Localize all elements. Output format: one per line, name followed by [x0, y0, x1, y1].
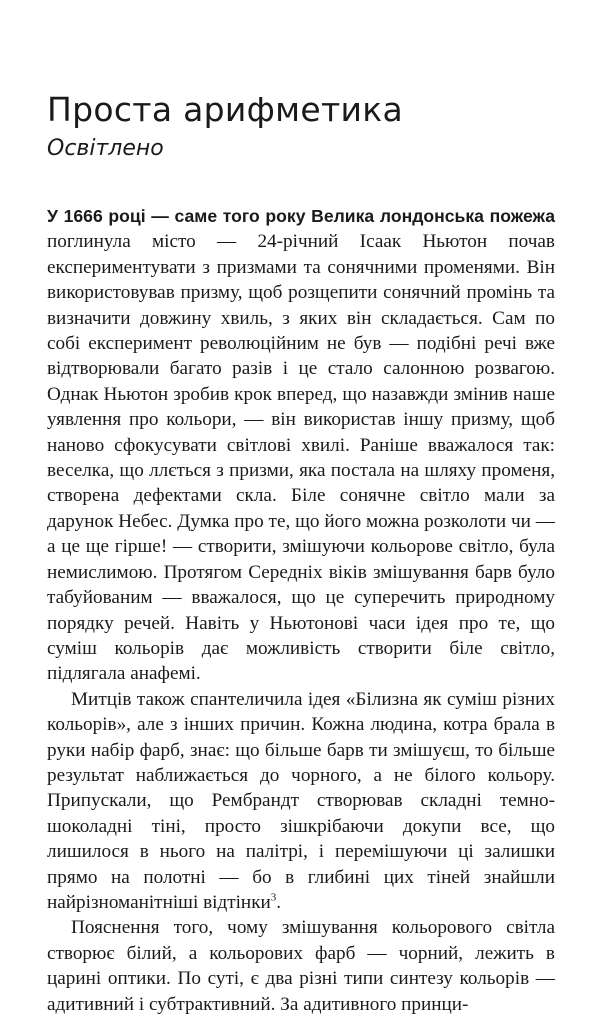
section-subtitle: Освітлено	[47, 136, 164, 161]
paragraph-end: .	[276, 891, 282, 913]
paragraph-text: Митців також спантеличила ідея «Білизна як суміш різних кольорів», але з інших причин. Кожна людина, котра брала в руки набір фарб, знає: що більше барв ти змішуєш, то більше результат наближається до чорного, а не білого кольору. Припускали, що Рембрандт створював складні темно-шоколадні тіні, просто зішкрібаючи докупи все, що лишилося в нього на палітрі, і перемішуючи ці залишки прямо на полотні — бо в глибині цих тіней знайшли найрізноманітніші відтінки	[47, 688, 555, 913]
footnote-marker[interactable]: 3	[270, 891, 277, 904]
section-title: Проста арифметика	[47, 90, 403, 129]
paragraph-1	[47, 204, 555, 687]
paragraph-text: поглинула місто — 24-річний Ісаак Ньютон почав експериментувати з призмами та сонячними променями. Він використовував призму, щоб розщепити сонячний промінь та визначити довжину хвиль, з яких він складається. Сам по собі експеримент революційним не був — подібні речі вже відтворювали багато разів і це стало салонною розвагою. Однак Ньютон зробив крок вперед, що назавжди змінив наше уявлення про кольори, — він використав іншу призму, щоб наново сфокусувати світлові хвилі. Раніше вважалося так: веселка, що ллється з призми, яка постала на шляху променя, створена дефектами скла. Біле сонячне світло мали за дарунок Небес. Думка про те, що його можна розколоти чи — а це ще гірше! — створити, змішуючи кольорове світло, була немислимою. Протягом Середніх віків змішування барв було табуйованим — вважалося, що це суперечить природному порядку речей. Навіть у Ньютонові часи ідея про те, що суміш кольорів дає можливість створити біле світло, підлягала анафемі.	[47, 231, 555, 685]
paragraph-3	[47, 915, 555, 1017]
paragraph-lead: У 1666 році — саме того року Велика лондонська пожежа	[47, 206, 555, 226]
paragraph-2	[47, 687, 555, 916]
body-text	[47, 204, 555, 1017]
paragraph-text: Пояснення того, чому змішування кольорового світла створює білий, а кольорових фарб — чорний, лежить в царині оптики. По суті, є два різні типи синтезу кольорів — адитивний і субтрактивний. За адитивного принци-	[47, 917, 555, 1015]
